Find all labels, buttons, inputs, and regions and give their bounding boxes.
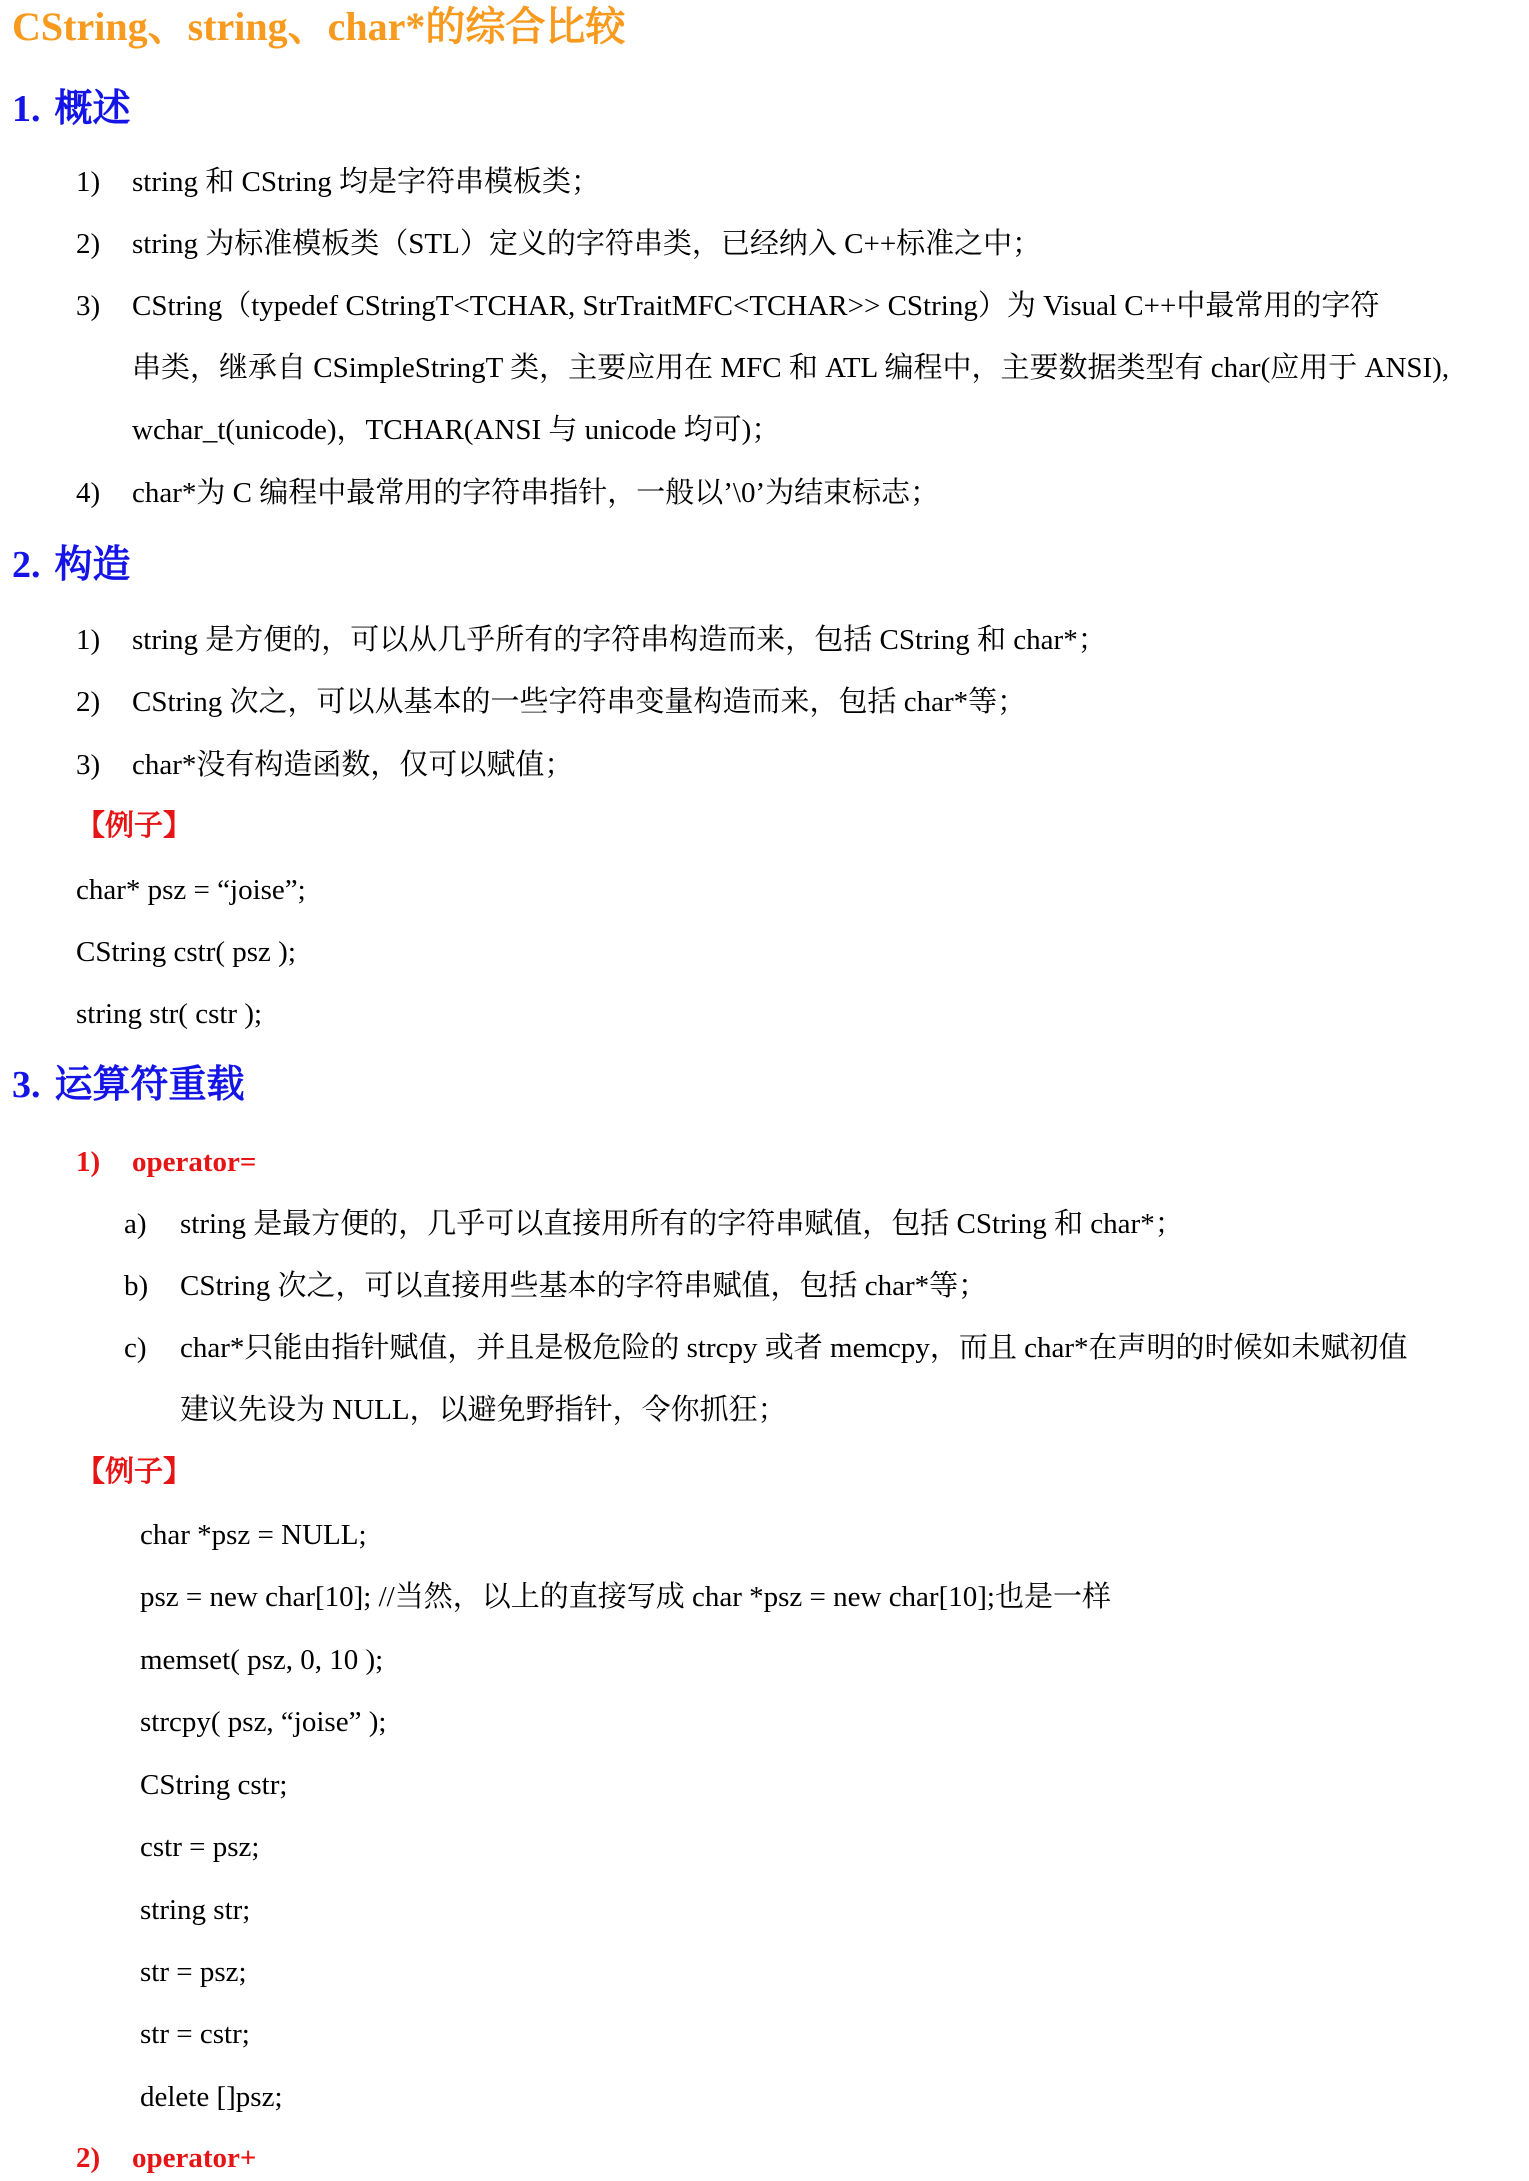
code-line: memset( psz, 0, 10 ); [140, 1644, 384, 1676]
code-line: CString cstr; [140, 1769, 288, 1801]
code-line: psz = new char[10]; //当然，以上的直接写成 char *psz = new char[10];也是一样 [140, 1581, 1111, 1613]
section-title: 运算符重载 [54, 1064, 245, 1106]
code-line: CString cstr( psz ); [76, 936, 296, 968]
code-line: str = cstr; [140, 2018, 250, 2050]
code-line: string str; [140, 1894, 251, 1926]
code-line: string str( cstr ); [76, 998, 263, 1030]
code-line: cstr = psz; [140, 1831, 260, 1863]
code-line: str = psz; [140, 1956, 247, 1988]
section-title: 构造 [54, 544, 131, 586]
example-label: 【例子】 [76, 1456, 193, 1488]
section-number: 1. [12, 88, 41, 130]
section-heading-overview [12, 84, 131, 134]
section-heading-construct [12, 540, 131, 590]
document-title: CString、string、char*的综合比较 [12, 4, 626, 49]
code-line: delete []psz; [140, 2081, 283, 2113]
section-number: 3. [12, 1064, 41, 1106]
section-number: 2. [12, 544, 41, 586]
code-line: char *psz = NULL; [140, 1519, 367, 1551]
example-label: 【例子】 [76, 810, 193, 842]
code-line: char* psz = “joise”; [76, 874, 306, 906]
section-heading-operator-overload [12, 1060, 245, 1110]
code-line: strcpy( psz, “joise” ); [140, 1706, 387, 1738]
section-title: 概述 [54, 88, 131, 130]
